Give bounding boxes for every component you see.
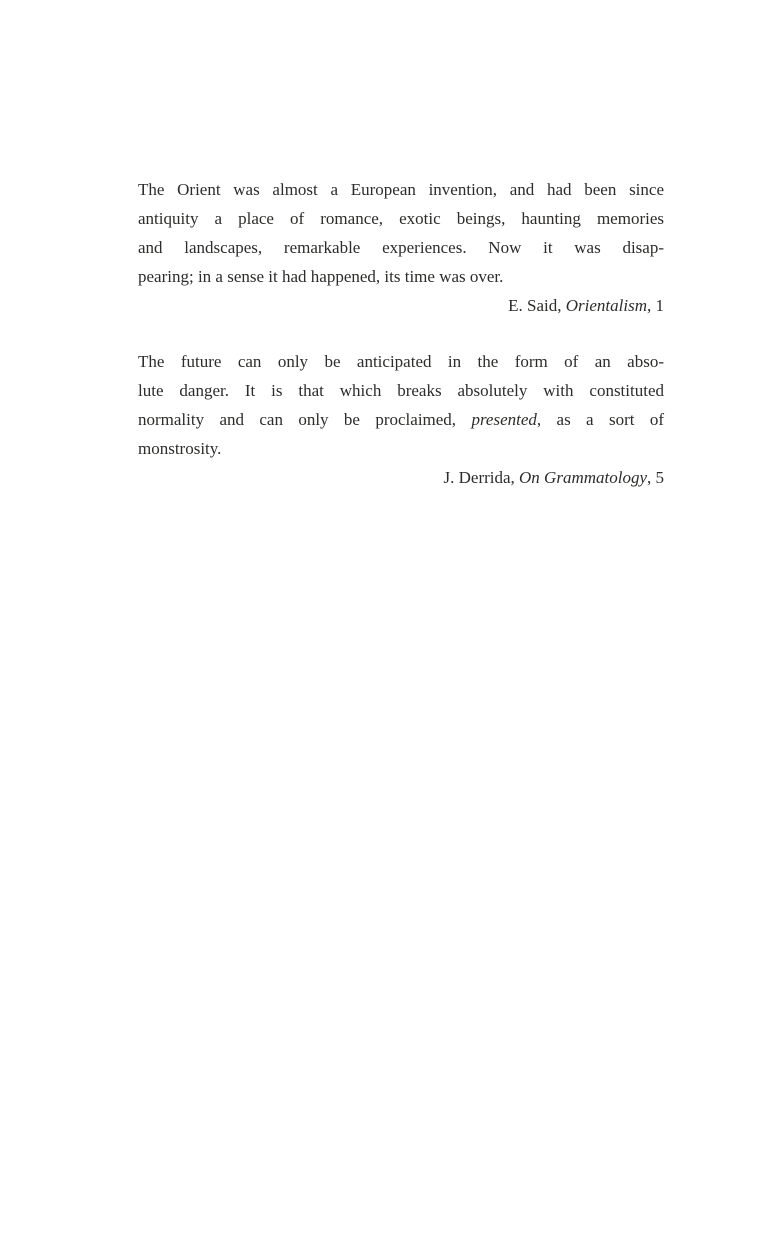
text-segment: , 1 bbox=[647, 296, 664, 315]
text-segment: The future can only be anticipated in the form of an abso- bbox=[138, 352, 664, 371]
epigraph-block bbox=[138, 175, 664, 492]
italic-text-segment: Orientalism bbox=[565, 296, 647, 315]
quote-line bbox=[138, 175, 664, 204]
quote-line bbox=[138, 233, 664, 262]
text-segment: monstrosity. bbox=[138, 439, 222, 458]
quote-line bbox=[138, 262, 664, 291]
text-segment: , 5 bbox=[647, 468, 664, 487]
italic-text-segment: presented bbox=[471, 410, 537, 429]
quote-line bbox=[138, 434, 664, 463]
text-segment: , as a sort of bbox=[536, 410, 664, 429]
quote-block bbox=[138, 347, 664, 492]
text-segment: normality and can only be proclaimed, bbox=[138, 410, 472, 429]
quote-block bbox=[138, 175, 664, 320]
quote-line bbox=[138, 405, 664, 434]
quote-line bbox=[138, 204, 664, 233]
quote-line bbox=[138, 376, 664, 405]
text-segment: pearing; in a sense it had happened, its time was over. bbox=[138, 267, 504, 286]
quote-attribution bbox=[138, 463, 664, 492]
text-segment: and landscapes, remarkable experiences. Now it was disap- bbox=[138, 238, 664, 257]
quote-attribution bbox=[138, 291, 664, 320]
italic-text-segment: On Grammatology bbox=[519, 468, 647, 487]
text-segment: lute danger. It is that which breaks absolutely with constituted bbox=[138, 381, 664, 400]
text-segment: E. Said, bbox=[508, 296, 566, 315]
quote-line bbox=[138, 347, 664, 376]
text-segment: The Orient was almost a European invention, and had been since bbox=[138, 180, 664, 199]
text-segment: antiquity a place of romance, exotic beings, haunting memories bbox=[138, 209, 664, 228]
text-segment: J. Derrida, bbox=[443, 468, 520, 487]
